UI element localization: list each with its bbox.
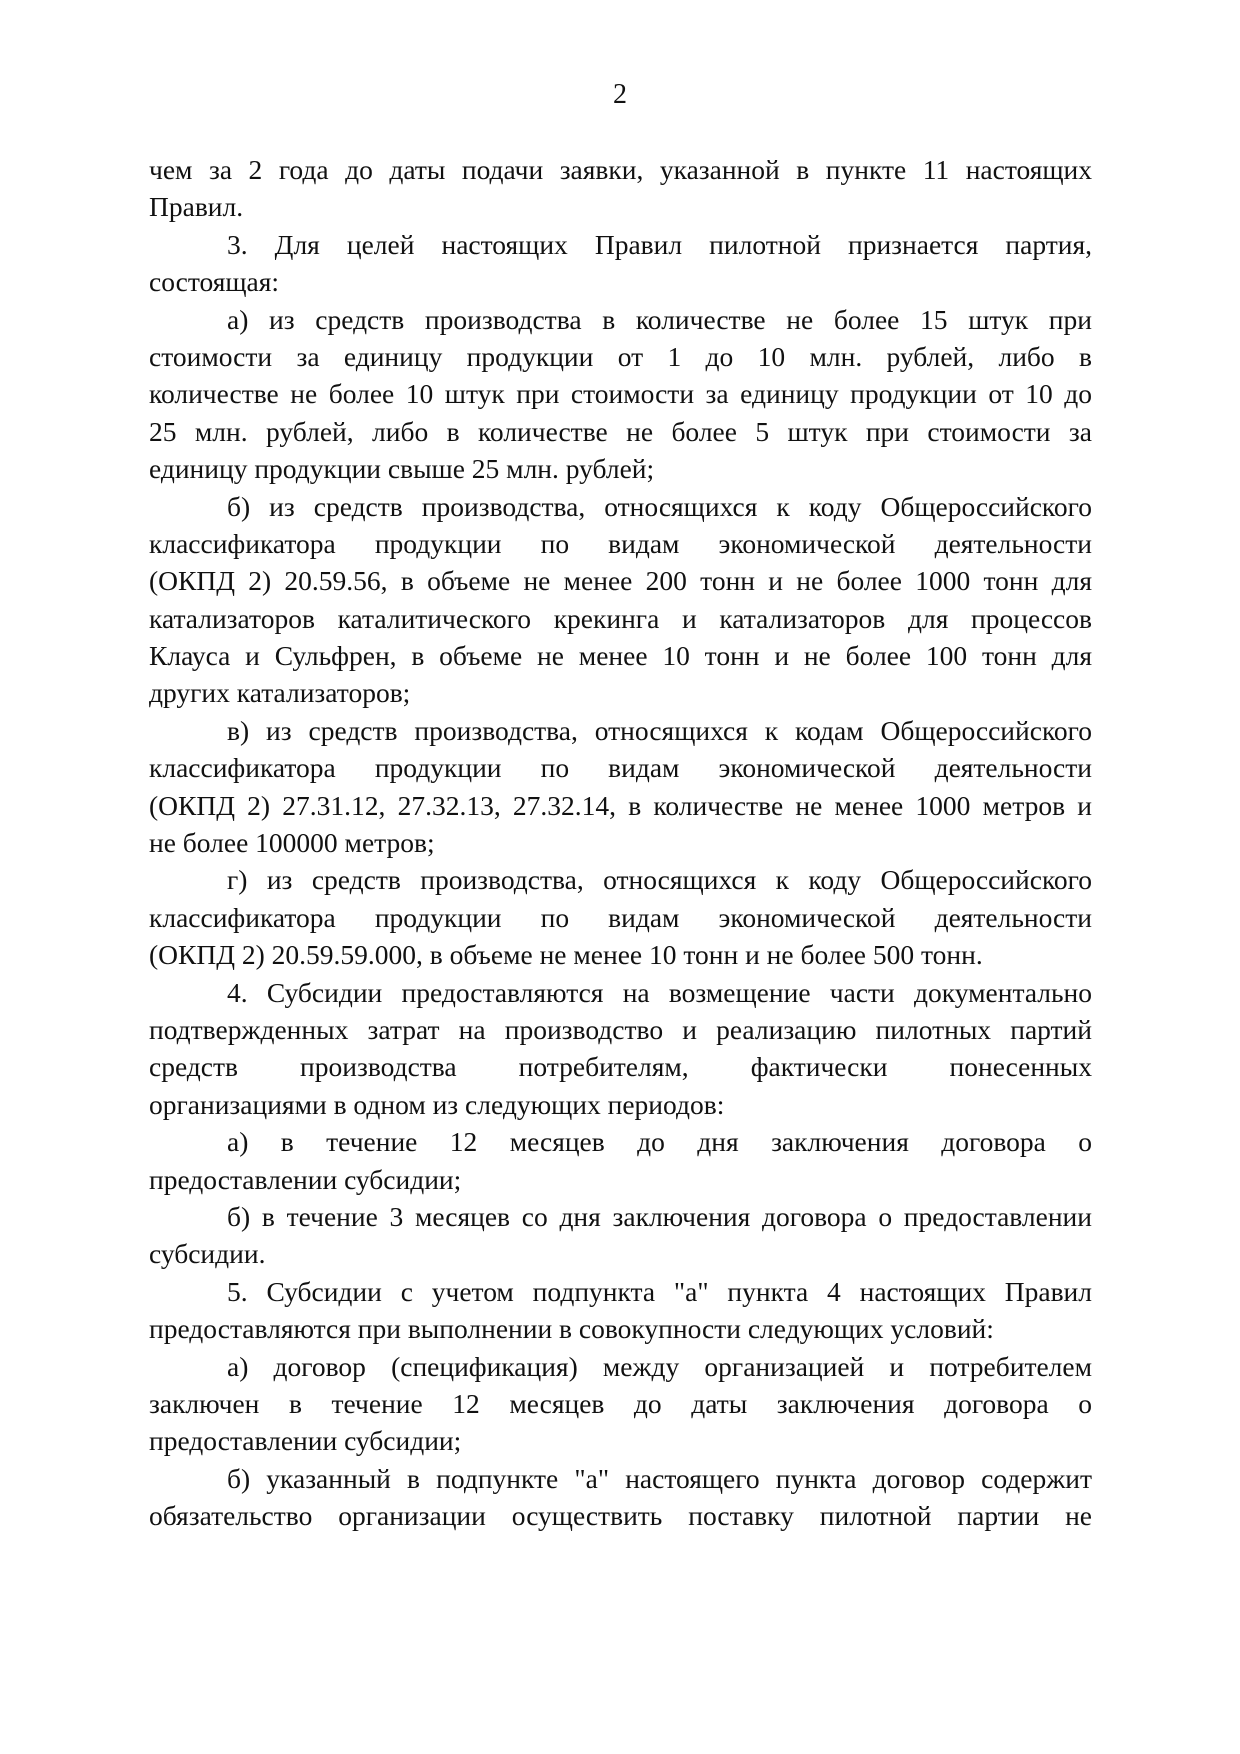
paragraph [149,1460,1092,1535]
text-line: (ОКПД 2) 20.59.56, в объеме не менее 200 тонн и не более 1000 тонн для [149,565,1092,597]
paragraph [149,974,1092,1124]
text-line: подтвержденных затрат на производство и реализацию пилотных партий [149,1013,1092,1045]
paragraph [149,1348,1092,1460]
text-line: средств производства потребителям, фактически понесенных [149,1051,1092,1083]
paragraph [149,301,1092,488]
text-line: единицу продукции свыше 25 млн. рублей; [149,453,655,485]
text-line: (ОКПД 2) 20.59.59.000, в объеме не менее 10 тонн и не более 500 тонн. [149,939,983,971]
text-line: заключен в течение 12 месяцев до даты заключения договора о [149,1387,1092,1419]
text-line: Клауса и Сульфрен, в объеме не менее 10 тонн и не более 100 тонн для [149,640,1092,672]
document-body [149,151,1092,1534]
paragraph [149,1273,1092,1348]
text-line: б) указанный в подпункте "а" настоящего пункта договор содержит [227,1462,1092,1494]
text-line: предоставлении субсидии; [149,1163,462,1195]
paragraph [149,861,1092,973]
text-line: субсидии. [149,1238,266,1270]
text-line: катализаторов каталитического крекинга и катализаторов для процессов [149,602,1092,634]
text-line: Правил. [149,191,244,223]
text-line: организациями в одном из следующих периодов: [149,1088,725,1120]
text-line: классификатора продукции по видам экономической деятельности [149,901,1092,933]
paragraph [149,226,1092,301]
text-line: других катализаторов; [149,677,411,709]
text-line: предоставляются при выполнении в совокупности следующих условий: [149,1313,994,1345]
text-line: предоставлении субсидии; [149,1425,462,1457]
text-line: чем за 2 года до даты подачи заявки, указанной в пункте 11 настоящих [149,154,1092,185]
text-line: стоимости за единицу продукции от 1 до 10 млн. рублей, либо в [149,340,1092,372]
text-line: г) из средств производства, относящихся к коду Общероссийского [227,864,1092,896]
text-line: а) в течение 12 месяцев до дня заключения договора о [227,1126,1092,1158]
text-line: классификатора продукции по видам экономической деятельности [149,527,1092,559]
text-line: б) в течение 3 месяцев со дня заключения договора о предоставлении [227,1200,1092,1232]
text-line: а) договор (спецификация) между организацией и потребителем [227,1350,1092,1382]
text-line: состоящая: [149,266,280,298]
text-line: 25 млн. рублей, либо в количестве не более 5 штук при стоимости за [149,415,1092,447]
text-line: (ОКПД 2) 27.31.12, 27.32.13, 27.32.14, в количестве не менее 1000 метров и [149,789,1092,821]
text-line: 4. Субсидии предоставляются на возмещение части документально [227,976,1092,1008]
paragraph [149,712,1092,862]
page-number: 2 [613,79,627,110]
paragraph [149,1198,1092,1273]
text-line: а) из средств производства в количестве не более 15 штук при [227,303,1092,335]
text-line: 3. Для целей настоящих Правил пилотной признается партия, [227,228,1092,260]
text-line: обязательство организации осуществить поставку пилотной партии не [149,1500,1092,1532]
text-line: классификатора продукции по видам экономической деятельности [149,752,1092,784]
text-line: количестве не более 10 штук при стоимости за единицу продукции от 10 до [149,378,1092,410]
paragraph [149,151,1092,226]
text-line: не более 100000 метров; [149,827,435,859]
paragraph [149,1123,1092,1198]
paragraph [149,488,1092,712]
text-line: 5. Субсидии с учетом подпункта "а" пункта 4 настоящих Правил [227,1275,1092,1307]
text-line: в) из средств производства, относящихся к кодам Общероссийского [227,714,1092,746]
text-line: б) из средств производства, относящихся к коду Общероссийского [227,490,1092,522]
